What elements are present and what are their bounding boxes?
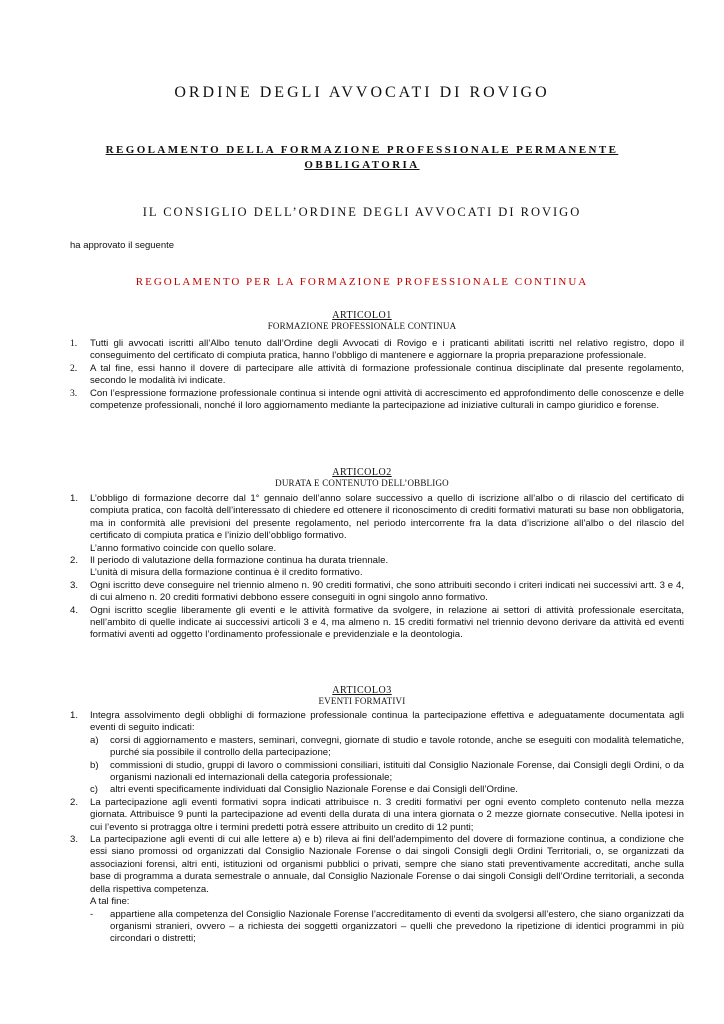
list-item: [70, 605, 684, 642]
regulation-heading: REGOLAMENTO PER LA FORMAZIONE PROFESSIONALE CONTINUA: [135, 276, 589, 288]
article-2-heading-block: [0, 467, 724, 488]
item-text: Tutti gli avvocati iscritti all’Albo tenuto dall’Ordine degli Avvocati di Rovigo e i praticanti abilitati iscritti nel relativo registro, dopo il conseguimento del certificato di compiuta pratica, hanno l’obbligo di mantenere e aggiornare la propria preparazione professionale.: [90, 338, 684, 362]
sub-item-c: [90, 784, 684, 796]
article-2-subheading: DURATA E CONTENUTO DELL’OBBLIGO: [275, 478, 449, 488]
item-number: 4.: [70, 604, 79, 616]
item-number: 3.: [70, 579, 79, 591]
list-item: [70, 363, 684, 388]
article-1-list: [70, 338, 684, 412]
subtitle-line-2: OBBLIGATORIA: [304, 159, 420, 171]
sub-item-text: commissioni di studio, gruppi di lavoro o commissioni consiliari, istituiti dal Consiglio Nazionale Forense, dai Consigli degli Ordini, o da organismi nazionali ed internazionali della categoria professionale;: [110, 759, 684, 784]
sub-item-text: corsi di aggiornamento e masters, seminari, convegni, giornate di studio e tavole rotonde, anche se eseguiti con modalità telematiche, purché sia possibile il controllo della partecipazione;: [110, 734, 684, 759]
item-number: 2.: [70, 555, 79, 567]
item-number: 3.: [70, 834, 79, 846]
list-item: [70, 388, 684, 413]
item-number: 3.: [70, 387, 78, 399]
sub-item-b: [90, 760, 684, 785]
article-1-subheading: FORMAZIONE PROFESSIONALE CONTINUA: [267, 321, 457, 331]
item-number: 1.: [70, 338, 78, 349]
article-3-list: [70, 710, 684, 946]
article-3-heading: ARTICOLO3: [332, 685, 392, 696]
article-2-list: [70, 493, 684, 642]
sub-item-a: [90, 735, 684, 760]
item-text: Ogni iscritto deve conseguire nel triennio almeno n. 90 crediti formativi, che sono attribuiti secondo i criteri indicati nei successivi artt. 3 e 4, di cui almeno n. 20 crediti formativi debbono essere conseguiti in ogni singolo anno formativo.: [90, 579, 684, 604]
list-item: [70, 493, 684, 555]
item-extra: L’anno formativo coincide con quello solare.: [90, 542, 277, 554]
page-title: ORDINE DEGLI AVVOCATI DI ROVIGO: [174, 84, 550, 101]
list-item: [70, 834, 684, 946]
subtitle-line-1: REGOLAMENTO DELLA FORMAZIONE PROFESSIONALE PERMANENTE: [105, 144, 619, 156]
article-2-heading: ARTICOLO2: [332, 467, 392, 478]
article-3-heading-block: [0, 685, 724, 706]
item-number: 1.: [70, 493, 79, 504]
list-item: [70, 710, 684, 797]
item-number: 2.: [70, 362, 78, 374]
list-item: [70, 797, 684, 834]
dash-bullet: -: [90, 908, 94, 920]
item-text: La partecipazione agli eventi formativi sopra indicati attribuisce n. 3 crediti formativi per ogni evento completo contenuto nella mezza giornata. Attribuisce 9 punti la partecipazione ad eventi della durata di una intera giornata o 2 mezze giornate consecutive. Nella ipotesi in cui l’evento si protragga oltre i termini predetti potrà essere attribuito un credito di 12 punti;: [90, 796, 684, 833]
approved-text: ha approvato il seguente: [70, 240, 175, 251]
sub-item-letter: a): [90, 734, 99, 746]
item-extra: A tal fine:: [90, 896, 130, 908]
article-1-heading: ARTICOLO1: [332, 310, 392, 321]
council-heading: IL CONSIGLIO DELL’ORDINE DEGLI AVVOCATI DI ROVIGO: [142, 205, 582, 219]
item-number: 1.: [70, 710, 79, 721]
item-text: Integra assolvimento degli obblighi di formazione professionale continua la partecipazione effettiva e adeguatamente documentata agli eventi di seguito indicati:: [90, 710, 684, 734]
dash-item: [90, 909, 684, 946]
item-extra: L’unità di misura della formazione continua è il credito formativo.: [90, 567, 363, 579]
list-item: [70, 580, 684, 605]
item-text: L’obbligo di formazione decorre dal 1° gennaio dell’anno solare successivo a quello di iscrizione all’albo o di rilascio del certificato di compiuta pratica, con facoltà dell’interessato di chiedere ed ottenere il riconoscimento di crediti formativi maturati su base non obbligatoria, ma in conformità alle previsioni del presente regolamento, nel periodo intercorrente fra la data d’iscrizione all’albo o del rilascio del certificato di compiuta pratica e l’inizio dell’obbligo formativo.: [90, 493, 684, 542]
item-number: 2.: [70, 796, 79, 808]
article-1-heading-block: [0, 310, 724, 331]
item-text: Ogni iscritto sceglie liberamente gli eventi e le attività formative da svolgere, in relazione ai settori di attività professionale esercitata, nell’ambito di quelle indicate ai successivi articoli 3 e 4, ma almeno n. 15 crediti formativi nel triennio devono derivare da attività ed eventi formativi aventi ad oggetto l’ordinamento professionale e previdenziale e la deontologia.: [90, 604, 684, 641]
sub-item-text: altri eventi specificamente individuati dal Consiglio Nazionale Forense e dai Consigli dell’Ordine.: [110, 784, 518, 796]
item-text: La partecipazione agli eventi di cui alle lettere a) e b) rileva ai fini dell’adempimento del dovere di formazione continua, a condizione che essi siano promossi od organizzati dal Consiglio Nazionale Forense o dai singoli Consigli degli Ordini Territoriali, o, se organizzati da associazioni forensi, altri enti, istituzioni od organismi pubblici o privati, sempre che siano stati preventivamente accreditati, anche sulla base di programma a durata semestrale o annuale, dal Consiglio Nazionale Forense o dai singoli Consigli dell’Ordine territoriali, a seconda della rispettiva competenza.: [90, 834, 684, 895]
item-text: Con l’espressione formazione professionale continua si intende ogni attività di accrescimento ed approfondimento delle conoscenze e delle competenze professionali, nonché il loro aggiornamento mediante la partecipazione ad iniziative culturali in campo giuridico e forense.: [90, 387, 684, 412]
document-subtitle: [80, 143, 644, 173]
sub-item-letter: c): [90, 784, 98, 796]
sub-item-letter: b): [90, 759, 99, 771]
list-item: [70, 555, 684, 580]
article-3-subheading: EVENTI FORMATIVI: [318, 696, 406, 706]
list-item: [70, 338, 684, 363]
item-text: A tal fine, essi hanno il dovere di partecipare alle attività di formazione professionale continua disciplinate dal presente regolamento, secondo le modalità ivi indicate.: [90, 362, 684, 387]
item-text: Il periodo di valutazione della formazione continua ha durata triennale.: [90, 555, 389, 567]
dash-item-text: appartiene alla competenza del Consiglio Nazionale Forense l’accreditamento di eventi da svolgersi all’estero, che siano organizzati da organismi stranieri, ovvero – a richiesta dei soggetti organizzatori – quelli che prevedono la ripetizione di identici programmi in più circondari o distretti;: [110, 908, 684, 945]
